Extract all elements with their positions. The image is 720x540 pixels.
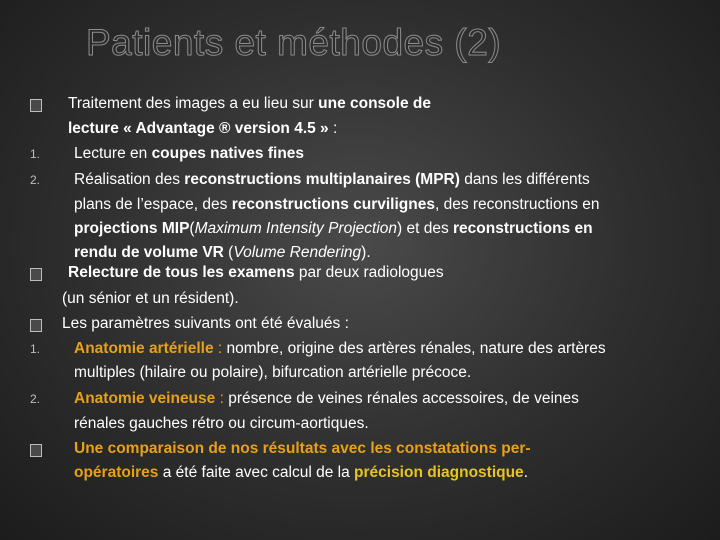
item-text-bold: lecture « Advantage ® version 4.5 » (68, 120, 333, 137)
item-text-italic: Maximum Intensity Projection (194, 220, 398, 237)
item-text-highlight: Anatomie veineuse (74, 390, 216, 407)
item-text: Lecture en (74, 145, 152, 162)
item-text: présence de veines rénales accessoires, de veines (228, 390, 579, 407)
number-marker: 1. (30, 147, 41, 161)
item-text: Réalisation des (74, 171, 185, 188)
item-text-bold: projections MIP (74, 220, 190, 237)
item-text: Les paramètres suivants ont été évalués : (62, 315, 349, 332)
item-text-highlight: artérielle (148, 340, 214, 357)
item-text: : (215, 390, 229, 407)
number-marker: 1. (30, 342, 41, 356)
item-text: nombre, origine des artères rénales, nature des artères (226, 340, 606, 357)
item-text: multiples (hilaire ou polaire), bifurcation artérielle précoce. (74, 364, 472, 381)
item-text: dans les différents (459, 171, 590, 188)
item-text: Traitement des images a eu lieu sur (68, 95, 319, 112)
item-text-bold: une console de (318, 95, 431, 112)
item-text: : (213, 340, 227, 357)
item-text-bold: rendu de volume VR (74, 244, 224, 261)
item-text: ( (189, 220, 195, 237)
bullet-box-icon (30, 99, 42, 112)
item-text-bold: reconstructions curvilignes (231, 196, 435, 213)
bullet-box-icon (30, 319, 42, 332)
item-text-highlight: précision diagnostique (354, 464, 524, 481)
bullet-box-icon (30, 268, 42, 281)
item-text: ). (361, 244, 371, 261)
item-text: . (523, 464, 528, 481)
item-text: : (332, 120, 338, 137)
item-text-bold: reconstructions multiplanaires (MPR) (184, 171, 460, 188)
item-text: rénales gauches rétro ou circum-aortiques. (74, 415, 369, 432)
number-marker: 2. (30, 173, 41, 187)
item-text-bold: coupes natives fines (151, 145, 305, 162)
bullet-box-icon (30, 444, 42, 457)
item-text: a été faite avec calcul de la (158, 464, 355, 481)
item-text-highlight: Une comparaison de nos résultats avec les constatations per- (74, 440, 531, 457)
item-text: par deux radiologues (294, 264, 444, 281)
item-text-bold: Relecture de tous les examens (68, 264, 295, 281)
item-text: , des reconstructions en (434, 196, 600, 213)
item-text: ) et des (397, 220, 454, 237)
item-text-bold: reconstructions en (453, 220, 593, 237)
item-text: ( (223, 244, 234, 261)
item-text-highlight: Anatomie (74, 340, 149, 357)
item-text-highlight: opératoires (74, 464, 159, 481)
item-text: plans de l’espace, des (74, 196, 232, 213)
item-text: (un sénior et un résident). (62, 290, 239, 307)
item-text-italic: Volume Rendering (233, 244, 362, 261)
number-marker: 2. (30, 392, 41, 406)
page-title: Patients et méthodes (2) (86, 22, 502, 63)
